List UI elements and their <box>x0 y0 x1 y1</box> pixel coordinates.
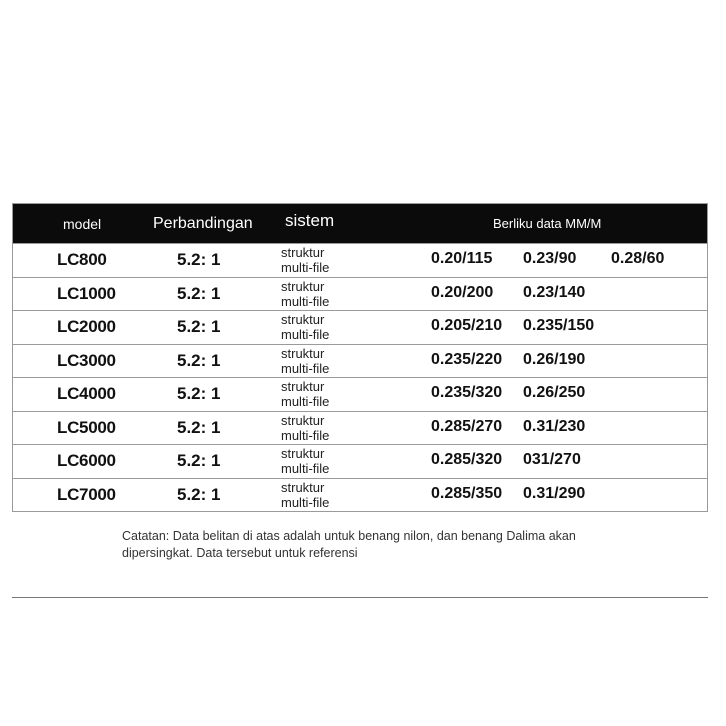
cell-system-line2: multi-file <box>281 427 330 443</box>
cell-value-1: 0.235/320 <box>431 384 503 401</box>
cell-system-line1: struktur <box>281 245 325 260</box>
cell-ratio: 5.2: 1 <box>177 384 221 403</box>
cell-model: LC5000 <box>57 417 116 437</box>
cell-system-line1: struktur <box>281 379 325 394</box>
cell-model: LC3000 <box>57 350 116 370</box>
cell-system <box>281 245 329 275</box>
cell-model: LC4000 <box>57 384 116 403</box>
cell-model: LC7000 <box>57 484 116 504</box>
table-row <box>13 243 707 277</box>
cell-value-2: 0.31/230 <box>523 417 586 435</box>
cell-model: LC1000 <box>57 283 116 303</box>
cell-system <box>281 480 329 510</box>
cell-value-1: 0.285/350 <box>431 484 503 502</box>
cell-system-line2: multi-file <box>281 327 330 342</box>
cell-value-2: 0.26/190 <box>523 350 586 368</box>
header-model: model <box>63 216 102 232</box>
cell-value-3: 0.28/60 <box>611 250 665 267</box>
cell-system-line1: struktur <box>281 479 325 495</box>
cell-system-line2: multi-file <box>281 293 330 309</box>
table-row <box>13 344 707 378</box>
cell-value-2: 0.26/250 <box>523 384 586 401</box>
cell-value-1: 0.285/320 <box>431 451 503 468</box>
cell-system-line1: struktur <box>281 412 325 428</box>
spec-table <box>12 203 708 512</box>
cell-system-line1: struktur <box>281 345 325 361</box>
cell-value-1: 0.285/270 <box>431 417 503 435</box>
cell-ratio: 5.2: 1 <box>177 417 221 437</box>
cell-value-2: 0.31/290 <box>523 484 586 502</box>
header-system: sistem <box>285 211 335 230</box>
cell-system-line2: multi-file <box>281 494 330 510</box>
cell-ratio: 5.2: 1 <box>177 283 221 303</box>
cell-value-1: 0.235/220 <box>431 350 503 368</box>
cell-system <box>281 446 329 476</box>
cell-system-line2: multi-file <box>281 461 330 476</box>
table-row <box>13 478 707 512</box>
divider <box>12 597 708 598</box>
cell-system-line2: multi-file <box>281 360 330 376</box>
header-line-data: Berliku data MM/M <box>493 216 602 231</box>
cell-system-line1: struktur <box>281 278 325 294</box>
cell-system-line1: struktur <box>281 312 325 327</box>
table-row <box>13 377 707 411</box>
cell-system <box>281 279 329 309</box>
cell-model: LC6000 <box>57 451 116 470</box>
table-row <box>13 310 707 344</box>
cell-model: LC800 <box>57 250 107 269</box>
cell-value-2: 0.235/150 <box>523 317 595 334</box>
table-row <box>13 444 707 478</box>
cell-value-1: 0.20/115 <box>431 250 493 267</box>
cell-system-line2: multi-file <box>281 260 330 275</box>
cell-value-2: 0.23/90 <box>523 250 577 267</box>
cell-value-1: 0.20/200 <box>431 283 494 301</box>
cell-ratio: 5.2: 1 <box>177 317 221 336</box>
header-ratio: Perbandingan <box>153 215 253 232</box>
cell-ratio: 5.2: 1 <box>177 350 221 370</box>
cell-system-line2: multi-file <box>281 394 330 409</box>
table-header <box>13 204 707 243</box>
cell-system <box>281 312 329 342</box>
cell-value-2: 031/270 <box>523 451 581 468</box>
cell-system-line1: struktur <box>281 446 325 461</box>
cell-value-2: 0.23/140 <box>523 283 586 301</box>
cell-ratio: 5.2: 1 <box>177 451 221 470</box>
cell-value-1: 0.205/210 <box>431 317 503 334</box>
cell-ratio: 5.2: 1 <box>177 250 221 269</box>
table-row <box>13 411 707 445</box>
cell-system <box>281 379 329 409</box>
table-row <box>13 277 707 311</box>
footnote: Catatan: Data belitan di atas adalah untuk benang nilon, dan benang Dalima akan dipersingkat. Data tersebut untuk referensi <box>122 529 576 560</box>
cell-model: LC2000 <box>57 317 116 336</box>
cell-ratio: 5.2: 1 <box>177 484 221 504</box>
cell-system <box>281 346 329 376</box>
cell-system <box>281 413 329 443</box>
